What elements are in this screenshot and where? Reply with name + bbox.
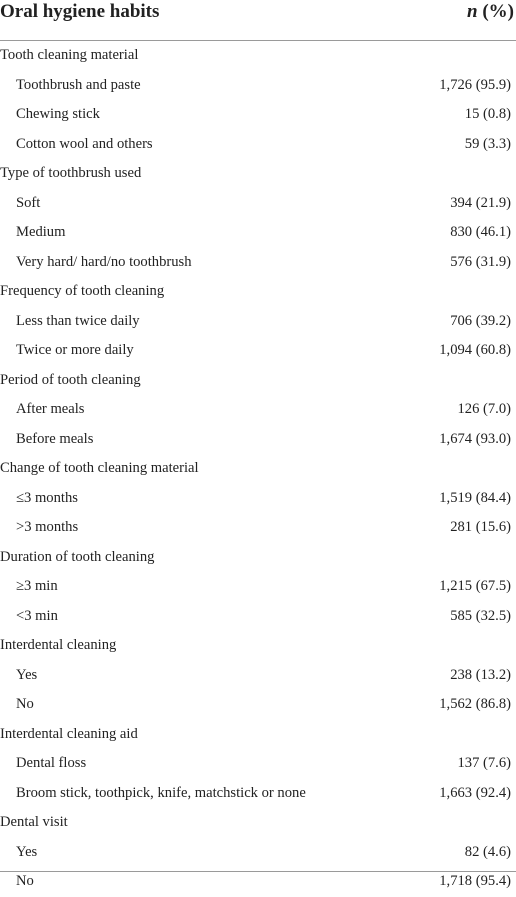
row-label: Yes	[16, 843, 38, 860]
category-row	[0, 454, 516, 484]
category-label: Type of toothbrush used	[0, 165, 142, 181]
table-row	[0, 513, 516, 543]
category-label: Dental visit	[0, 814, 68, 830]
row-label: Cotton wool and others	[16, 135, 153, 152]
row-value: 1,663 (92.4)	[439, 784, 511, 801]
header-value	[467, 0, 514, 24]
category-row	[0, 159, 516, 189]
category-label: Duration of tooth cleaning	[0, 548, 155, 565]
table-row	[0, 425, 516, 455]
category-row	[0, 41, 516, 71]
row-value: 1,215 (67.5)	[439, 578, 511, 594]
row-label: Chewing stick	[16, 106, 100, 122]
table-row	[0, 838, 516, 868]
row-value: 281 (15.6)	[450, 519, 511, 535]
row-label: Medium	[16, 224, 66, 240]
table-row	[0, 130, 516, 160]
row-value: 126 (7.0)	[457, 401, 511, 417]
table-row	[0, 484, 516, 514]
category-row	[0, 720, 516, 750]
table-row	[0, 248, 516, 278]
category-row	[0, 366, 516, 396]
category-row	[0, 808, 516, 838]
table-row	[0, 307, 516, 337]
row-label: Very hard/ hard/no toothbrush	[16, 253, 192, 270]
category-label: Interdental cleaning aid	[0, 725, 138, 742]
row-label: Dental floss	[16, 755, 87, 771]
row-label: >3 months	[16, 519, 79, 535]
row-value: 706 (39.2)	[450, 312, 511, 329]
row-value: 585 (32.5)	[450, 607, 511, 624]
row-label: Twice or more daily	[16, 342, 134, 358]
row-value: 15 (0.8)	[464, 106, 511, 122]
row-value: 1,519 (84.4)	[439, 489, 511, 506]
row-value: 1,726 (95.9)	[439, 76, 511, 93]
table-body	[0, 41, 516, 897]
category-label: Period of tooth cleaning	[0, 371, 141, 388]
table-row	[0, 71, 516, 101]
row-label: <3 min	[16, 607, 58, 624]
category-label: Frequency of tooth cleaning	[0, 283, 165, 299]
category-label: Interdental cleaning	[0, 637, 117, 653]
row-label: No	[16, 696, 34, 712]
row-value: 830 (46.1)	[450, 224, 511, 240]
table-row	[0, 602, 516, 632]
row-value: 1,094 (60.8)	[439, 342, 511, 358]
bottom-rule	[0, 871, 516, 872]
row-label: Broom stick, toothpick, knife, matchstick or none	[16, 784, 306, 801]
table-row	[0, 661, 516, 691]
table-row	[0, 218, 516, 248]
row-label: No	[16, 873, 34, 889]
row-label: Toothbrush and paste	[16, 76, 141, 93]
header-n: n	[467, 1, 478, 22]
header-label: Oral hygiene habits	[0, 1, 160, 22]
category-label: Tooth cleaning material	[0, 47, 139, 63]
table-row	[0, 395, 516, 425]
category-row	[0, 277, 516, 307]
table-row	[0, 749, 516, 779]
row-value: 1,718 (95.4)	[439, 873, 511, 889]
category-label: Change of tooth cleaning material	[0, 460, 199, 476]
row-label: Before meals	[16, 430, 94, 447]
row-label: Soft	[16, 194, 41, 211]
row-label: Less than twice daily	[16, 312, 140, 329]
row-value: 576 (31.9)	[450, 253, 511, 270]
row-value: 1,562 (86.8)	[439, 696, 511, 712]
table-row	[0, 779, 516, 809]
row-label: ≤3 months	[16, 489, 78, 506]
category-row	[0, 631, 516, 661]
row-value: 394 (21.9)	[450, 194, 511, 211]
row-label: ≥3 min	[16, 578, 58, 594]
category-row	[0, 543, 516, 573]
table-row	[0, 100, 516, 130]
row-label: Yes	[16, 666, 38, 683]
header-pct: (%)	[482, 1, 514, 22]
row-value: 137 (7.6)	[457, 755, 511, 771]
table-row	[0, 690, 516, 720]
row-value: 1,674 (93.0)	[439, 430, 511, 447]
table-row	[0, 336, 516, 366]
table-row	[0, 189, 516, 219]
table-row	[0, 572, 516, 602]
row-label: After meals	[16, 401, 85, 417]
row-value: 59 (3.3)	[464, 135, 511, 152]
row-value: 82 (4.6)	[464, 843, 511, 860]
row-value: 238 (13.2)	[450, 666, 511, 683]
table-header	[0, 0, 516, 41]
